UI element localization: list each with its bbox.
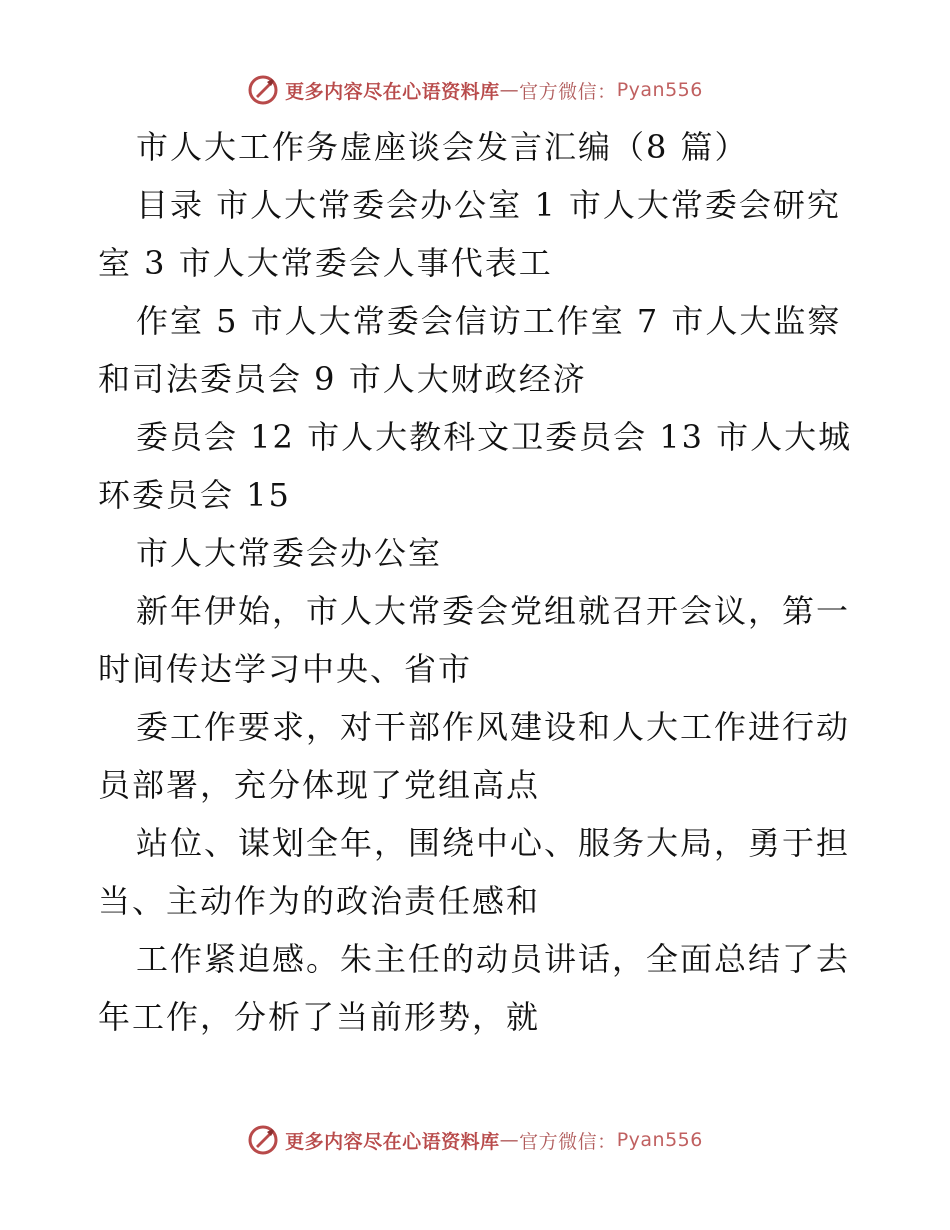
body-paragraph-3: 站位、谋划全年，围绕中心、服务大局，勇于担当、主动作为的政治责任感和	[98, 824, 851, 920]
watermark-logo-icon	[247, 74, 279, 106]
footer-watermark	[0, 1120, 950, 1160]
toc-paragraph-3: 委员会 12 市人大教科文卫委员会 13 市人大城环委员会 15	[98, 418, 853, 514]
watermark-contact-label: 官方微信：	[519, 1130, 617, 1153]
watermark-separator: —	[499, 1129, 520, 1151]
body-paragraph-1: 新年伊始，市人大常委会党组就召开会议，第一时间传达学习中央、省市	[98, 592, 851, 688]
body-paragraph-4: 工作紧迫感。朱主任的动员讲话，全面总结了去年工作，分析了当前形势，就	[98, 940, 851, 1036]
header-watermark	[0, 70, 950, 110]
document-body	[98, 118, 858, 1046]
watermark-contact-label: 官方微信：	[519, 80, 617, 103]
watermark-brand: 更多内容尽在心语资料库	[285, 80, 500, 103]
watermark-wechat-id: Pyan556	[616, 79, 703, 101]
watermark-brand: 更多内容尽在心语资料库	[285, 1130, 500, 1153]
body-paragraph-2: 委工作要求，对干部作风建设和人大工作进行动员部署，充分体现了党组高点	[98, 708, 851, 804]
watermark-separator: —	[499, 79, 520, 101]
toc-paragraph-2: 作室 5 市人大常委会信访工作室 7 市人大监察和司法委员会 9 市人大财政经济	[98, 302, 842, 398]
watermark-logo-icon	[247, 1124, 279, 1156]
toc-paragraph-1: 目录 市人大常委会办公室 1 市人大常委会研究室 3 市人大常委会人事代表工	[98, 186, 841, 282]
document-title: 市人大工作务虚座谈会发言汇编（8 篇）	[136, 128, 749, 166]
watermark-wechat-id: Pyan556	[616, 1129, 703, 1151]
section-heading: 市人大常委会办公室	[136, 534, 443, 572]
